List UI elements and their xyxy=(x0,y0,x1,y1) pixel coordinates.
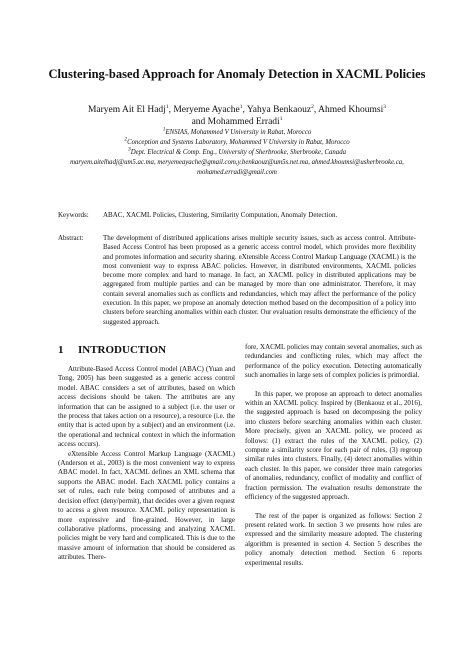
author-affil-mark: 3 xyxy=(383,103,387,110)
author-conjunction: and xyxy=(191,117,208,127)
keywords-block xyxy=(58,211,416,220)
section-number: 1 xyxy=(58,344,64,356)
author-name: Mohammed Erradi xyxy=(207,117,280,127)
affiliation-2: $^2$Conception and Systems Laboratory, Mohammed V University in Rabat, Morocco xyxy=(124,136,350,146)
body-paragraph: Attribute-Based Access Control model (ABAC) (Yuan and Tong, 2005) has been suggested as a generic access control model. ABAC considers a set of attributes, based on which access decisions should be taken. The attributes are any information that can be assigned to a subject (i.e. the user or the process that takes action on a resource), a resource (i.e. the entity that is acted upon by a subject) and an environment (i.e. the operational and technical context in which the information access occurs). xyxy=(58,365,235,449)
affiliation-3: $^3$Dept. Electrical & Comp. Eng., University of Sherbrooke, Sherbrooke, Canada xyxy=(127,146,346,156)
author-line-2 xyxy=(20,116,454,128)
paper-title: Clustering-based Approach for Anomaly Detection in XACML Policies xyxy=(48,67,426,81)
author-list xyxy=(20,104,454,128)
section-title: INTRODUCTION xyxy=(78,344,167,356)
author-line-1 xyxy=(20,104,454,116)
right-column xyxy=(245,343,422,568)
abstract-text: The development of distributed applications arises multiple security issues, such as access control. Attribute-Based Access Control has been proposed as a generic access control model, which provides more flexibility and promotes information and security sharing. eXtensible Access Control Markup Language (XACML) is the most convenient way to express ABAC policies. However, in distributed environments, XACML policies become more complex and hard to manage. In fact, an XACML policy in distributed applications may be aggregated from multiple parties and can be managed by more than one administrator. Therefore, it may contain several anomalies such as conflicts and redundancies, which may affect the performance of the policy execution. In this paper, we propose an anomaly detection method based on the decomposition of a policy into clusters before searching anomalies within each cluster. Our evaluation results demonstrate the efficiency of the suggested approach. xyxy=(103,234,417,326)
affiliations xyxy=(20,128,454,178)
author-name: Ahmed Khoumsi xyxy=(318,105,384,115)
left-column xyxy=(58,343,235,563)
keywords-text: ABAC, XACML Policies, Clustering, Similarity Computation, Anomaly Detection. xyxy=(103,211,338,219)
body-paragraph: fore, XACML policies may contain several anomalies, such as redundancies and conflicting rules, which may affect the performance of the policy execution. Detecting automatically such anomalies in large sets of complex policies is primordial. xyxy=(245,343,422,380)
email-line-1: maryem.aitelhadj@um5.ac.ma, meryemeayache@gmail.com,y.benkaouz@um5s.net.ma, ahmed.khoumsi@usherbrooke.ca, xyxy=(70,159,404,166)
author-affil-mark: 2 xyxy=(311,103,314,110)
author-separator: , xyxy=(313,105,319,115)
body-paragraph: In this paper, we propose an approach to detect anomalies within an XACML policy. Inspired by (Benkaouz et al., 2016), the suggested approach is based on decomposing the policy into clusters before searching anomalies within each cluster. More precisely, given an XACML policy, we proceed as follows: (1) extract the rules of the XACML policy, (2) compute a similarity score for each pair of rules, (3) regroup similar rules into clusters. Finally, (4) detect anomalies within each cluster. In this paper, we consider three main categories of anomalies, redundancy, conflict of modality and conflict of fraction permission. The evaluation results demonstrate the efficiency of the suggested approach. xyxy=(245,389,422,502)
author-separator: , xyxy=(168,105,174,115)
author-name: Maryem Ait El Hadj xyxy=(87,105,166,115)
body-paragraph: eXtensible Access Control Markup Language (XACML) (Anderson et al., 2003) is the most convenient way to express ABAC model. In fact, XACML defines an XML schema that supports the ABAC model. Each XACML policy contains a set of rules, each rule being composed of attributes and a decision effect (deny/permit), that decides over a given request to access a given resource. XACML policy representation is more expressive and fine-grained. However, in large collaborative platforms, processing and analyzing XACML policies might be very hard and complicated. This is due to the massive amount of information that should be considered as attributes. There- xyxy=(58,449,235,562)
body-paragraph: The rest of the paper is organized as follows: Section 2 present related work. In section 3 we presents how rules are expressed and the similarity measure adopted. The clustering algorithm is presented in section 4. Section 5 describes the policy anomaly detection method. Section 6 reports experimental results. xyxy=(245,511,422,567)
author-affil-mark: 1 xyxy=(165,103,169,110)
author-affil-mark: 1 xyxy=(239,103,243,110)
abstract-block xyxy=(58,234,416,327)
email-line-2: mohamed.erradi@gmail.com xyxy=(197,169,277,176)
author-affil-mark: 1 xyxy=(279,115,283,122)
author-name: Meryeme Ayache xyxy=(173,105,240,115)
author-separator: , xyxy=(242,105,247,115)
section-heading xyxy=(58,343,235,357)
affiliation-1: $^1$ENSIAS, Mohammed V University in Rabat, Morocco xyxy=(162,126,312,136)
abstract-label: Abstract: xyxy=(58,234,84,242)
keywords-label: Keywords: xyxy=(58,211,89,219)
author-name: Yahya Benkaouz xyxy=(246,105,312,115)
